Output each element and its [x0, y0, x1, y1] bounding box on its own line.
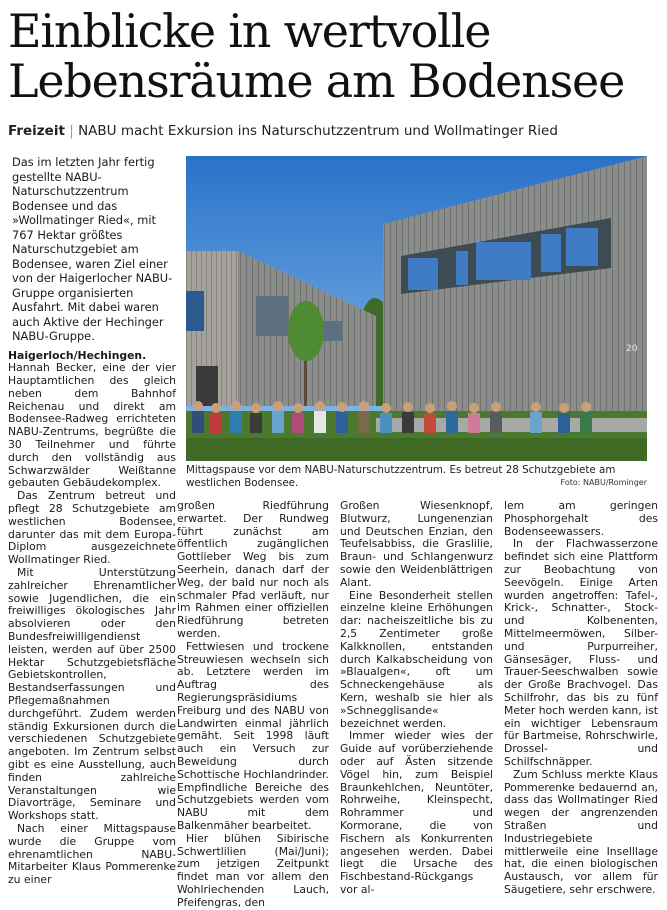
- photo-nabu-center-illustration: [186, 156, 647, 461]
- paragraph: [8, 350, 176, 491]
- paragraph: Zum Schluss merkte Klaus Pommerenke bedauernd an, dass das Wollmatinger Ried wegen der angrenzenden Straßen und Industriegebiete mittlerweile eine Inselllage hat, die einen biologischen Austausch, vor allem für Säugetiere, sehr erschwere.: [504, 767, 658, 896]
- headline-line-1: Einblicke in wertvolle: [8, 4, 491, 58]
- paragraph-text: Hannah Becker, eine der vier Hauptamtlichen des gleich neben dem Bahnhof Reichenau und direkt am Bodensee-Radweg errichteten NABU-Zentrums, begrüßte die 30 Teilnehmer und führte durch den vollständig aus Schwarzwälder Weißtanne gebauten Gebäudekomplex.: [8, 361, 176, 490]
- photo-caption: Mittagspause vor dem NABU-Naturschutzzentrum. Es betreut 28 Schutzgebiete am westlichen Bodensee.: [186, 464, 616, 489]
- subheadline: [8, 123, 658, 139]
- column-4: [504, 499, 658, 896]
- lead-paragraph: Das im letzten Jahr fertig gestellte NABU-Naturschutzzentrum Bodensee und das »Wollmatinger Ried«, mit 767 Hektar größtes Naturschutzgebiet am Bodensee, waren Ziel einer von der Haigerlocher NABU-Gruppe organisierten Ausfahrt. Mit dabei waren auch Aktive der Hechinger NABU-Gruppe.: [12, 155, 173, 343]
- house-number: 20: [626, 344, 638, 354]
- subheadline-text: NABU macht Exkursion ins Naturschutzzentrum und Wollmatinger Ried: [78, 123, 558, 139]
- paragraph: Mit Unterstützung zahlreicher Ehrenamtlicher sowie Jugendlichen, die ein freiwilliges ökologisches Jahr absolvieren oder den Bundesfreiwilligendienst leisten, werden auf über 2500 Hektar Schutzgebietsfläche Gebietskontrollen, Bestandserfassungen und Pflegemaßnahmen durchgeführt. Zudem werden ständig Exkursionen durch die verschiedenen Schutzgebiete angeboten. Im Zentrum selbst gibt es eine Ausstellung, auch finden zahlreiche Veranstaltungen wie Diavorträge, Seminare und Workshops statt.: [8, 566, 176, 823]
- paragraph: großen Riedführung erwartet. Der Rundweg führt zunächst am öffentlich zugänglichen Gottlieber Weg bis zum Seerhein, danach darf der Weg, der bald nur noch als schmaler Pfad verläuft, nur im Rahmen einer offiziellen Riedführung betreten werden.: [177, 499, 329, 640]
- article-photo: [186, 156, 647, 461]
- kicker-separator: |: [69, 123, 74, 139]
- paragraph: Hier blühen Sibirische Schwertlilien (Mai/Juni); zum jetzigen Zeitpunkt findet man vor allem den Wohlriechenden Lauch, Pfeifengras, den: [177, 831, 329, 909]
- paragraph: lem am geringen Phosphorgehalt des Bodenseewassers.: [504, 499, 658, 538]
- headline: [8, 6, 658, 106]
- column-2: [177, 499, 329, 909]
- column-3: [340, 499, 493, 896]
- paragraph: Immer wieder wies der Guide auf vorüberziehende oder auf Ästen sitzende Vögel hin, zum Beispiel Braunkehlchen, Neuntöter, Rohrweihe, Kleinspecht, Rohrammer und Kormorane, die von Fischern als Konkurrenten angesehen werden. Dabei liegt die Ursache des Fischbestand-Rückgangs vor al-: [340, 729, 493, 896]
- kicker: Freizeit: [8, 123, 65, 139]
- paragraph: Nach einer Mittagspause wurde die Gruppe vom ehrenamtlichen NABU-Mitarbeiter Klaus Pommerenke zu einer: [8, 821, 176, 887]
- headline-line-2: Lebensräume am Bodensee: [8, 54, 625, 108]
- paragraph: In der Flachwasserzone befindet sich eine Plattform zur Beobachtung von Seevögeln. Einige Arten wurden angetroffen: Tafel-, Krick-, Schnatter-, Stock- und Kolbenenten, Mittelmeermöwen, Silber- und Purpurreiher, Gänsesäger, Fluss- und Trauer-Seeschwalben sowie der Große Brachvogel. Das Schilfrohr, das bis zu fünf Meter hoch werden kann, ist ein wichtiger Lebensraum für Bartmeise, Rohrschwirle, Drossel- und Schilfschnäpper.: [504, 537, 658, 768]
- dateline: Haigerloch/Hechingen.: [8, 348, 147, 362]
- column-1: [8, 155, 176, 887]
- paragraph: Großen Wiesenknopf, Blutwurz, Lungenenzian und Deutschen Enzian, den Teufelsabbiss, die Graslilie, Braun- und Schlangenwurz sowie den Weidenblättrigen Alant.: [340, 499, 493, 589]
- paragraph: Eine Besonderheit stellen einzelne kleine Erhöhungen dar: nacheiszeitliche bis zu 2,5 Zentimeter große Kalkknollen, entstanden durch Kalkabscheidung von »Blaualgen«, oft um Schneckengehäuse als Kern, weshalb sie hier als »Schnegglisande« bezeichnet werden.: [340, 588, 493, 730]
- paragraph: Das Zentrum betreut und pflegt 28 Schutzgebiete am westlichen Bodensee, darunter das mit dem Europa-Diplom ausgezeichnete Wollmatinger Ried.: [8, 489, 176, 567]
- photo-credit: Foto: NABU/Rominger: [560, 478, 647, 487]
- paragraph: Fettwiesen und trockene Streuwiesen wechseln sich ab. Letztere werden im Auftrag des Regierungspräsidiums Freiburg und des NABU von Landwirten einmal jährlich gemäht. Seit 1998 läuft auch ein Versuch zur Beweidung durch Schottische Hochlandrinder. Empfindliche Bereiche des Schutzgebiets werden vom NABU mit dem Balkenmäher bearbeitet.: [177, 639, 329, 832]
